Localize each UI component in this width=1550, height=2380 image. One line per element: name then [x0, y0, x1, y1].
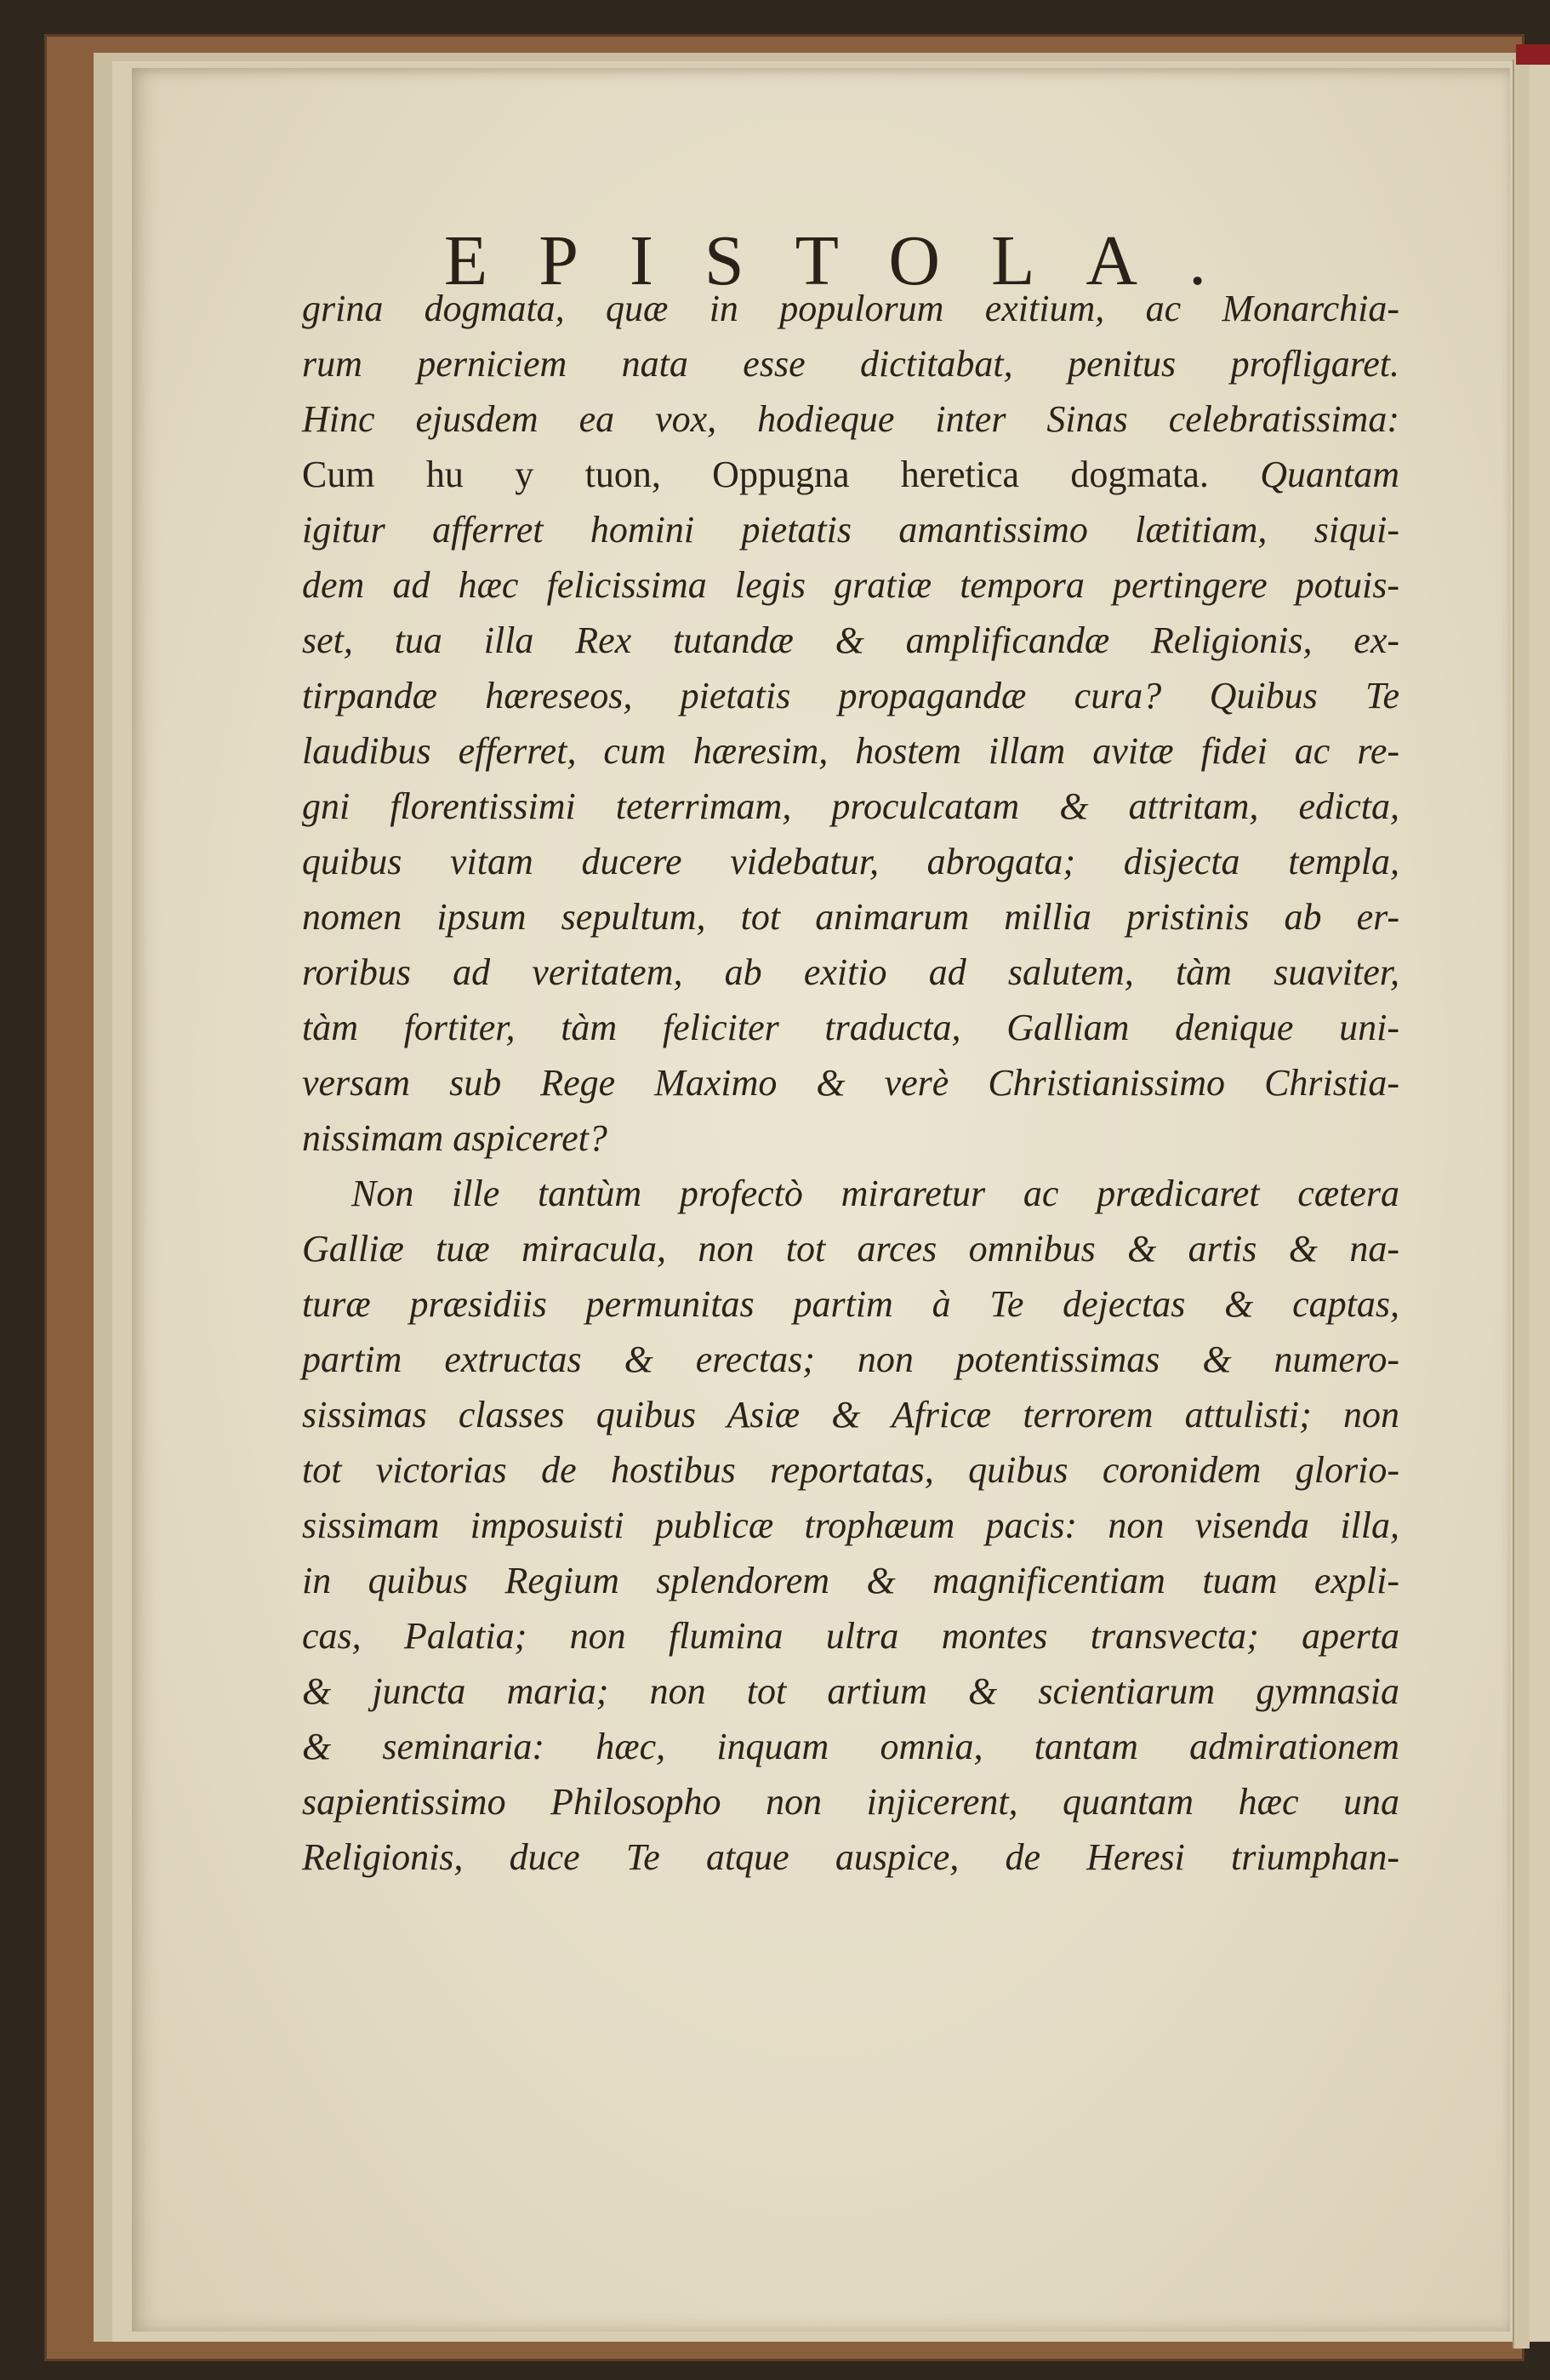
- text-line: Hinc ejusdem ea vox, hodieque inter Sinas celebratissima:: [302, 398, 1399, 440]
- text-line: nomen ipsum sepultum, tot animarum millia pristinis ab er-: [302, 896, 1399, 938]
- body-text: [302, 281, 1399, 1885]
- text-line: sissimas classes quibus Asiæ & Africæ terrorem attulisti; non: [302, 1394, 1399, 1435]
- chinese-saying: Cum hu y tuon, Oppugna heretica dogmata.: [302, 454, 1209, 495]
- text-line: gni florentissimi teterrimam, proculcatam & attritam, edicta,: [302, 785, 1399, 827]
- text-line: quibus vitam ducere videbatur, abrogata; disjecta templa,: [302, 841, 1399, 882]
- bookmark-ribbon: [1516, 44, 1550, 65]
- text-line: roribus ad veritatem, ab exitio ad salutem, tàm suaviter,: [302, 951, 1399, 993]
- text-line: igitur afferret homini pietatis amantissimo lætitiam, siqui-: [302, 509, 1399, 551]
- text-line: tot victorias de hostibus reportatas, quibus coronidem glorio-: [302, 1449, 1399, 1491]
- text-line: versam sub Rege Maximo & verè Christianissimo Christia-: [302, 1062, 1399, 1104]
- text-line: sissimam imposuisti publicæ trophæum pacis: non visenda illa,: [302, 1504, 1399, 1546]
- text-line: partim extructas & erectas; non potentissimas & numero-: [302, 1338, 1399, 1380]
- text-line: & seminaria: hæc, inquam omnia, tantam admirationem: [302, 1726, 1399, 1767]
- text-fragment: Quantam: [1208, 454, 1400, 495]
- text-line: set, tua illa Rex tutandæ & amplificandæ Religionis, ex-: [302, 619, 1399, 661]
- text-line: nissimam aspiceret?: [302, 1117, 607, 1159]
- text-line: tirpandæ hæreseos, pietatis propagandæ cura? Quibus Te: [302, 675, 1399, 716]
- text-line: cas, Palatia; non flumina ultra montes transvecta; aperta: [302, 1615, 1399, 1657]
- text-line: grina dogmata, quæ in populorum exitium, ac Monarchia-: [302, 288, 1399, 329]
- text-line: dem ad hæc felicissima legis gratiæ tempora pertingere potuis-: [302, 564, 1399, 606]
- text-line: sapientissimo Philosopho non injicerent, quantam hæc una: [302, 1781, 1399, 1823]
- text-line: & juncta maria; non tot artium & scientiarum gymnasia: [302, 1670, 1399, 1712]
- book-gutter: [1513, 60, 1530, 2349]
- text-line: Non ille tantùm profectò miraretur ac prædicaret cætera: [351, 1173, 1399, 1214]
- text-line: [302, 447, 1399, 502]
- text-line: Galliæ tuæ miracula, non tot arces omnibus & artis & na-: [302, 1228, 1399, 1270]
- text-line: laudibus efferret, cum hæresim, hostem illam avitæ fidei ac re-: [302, 730, 1399, 772]
- text-line: tàm fortiter, tàm feliciter traducta, Galliam denique uni-: [302, 1007, 1399, 1048]
- text-line: rum perniciem nata esse dictitabat, penitus profligaret.: [302, 343, 1399, 385]
- text-line: turæ præsidiis permunitas partim à Te dejectas & captas,: [302, 1283, 1399, 1325]
- text-line: in quibus Regium splendorem & magnificentiam tuam expli-: [302, 1560, 1399, 1601]
- text-line: Religionis, duce Te atque auspice, de Heresi triumphan-: [302, 1836, 1399, 1878]
- running-title: EPISTOLA.: [443, 221, 1258, 300]
